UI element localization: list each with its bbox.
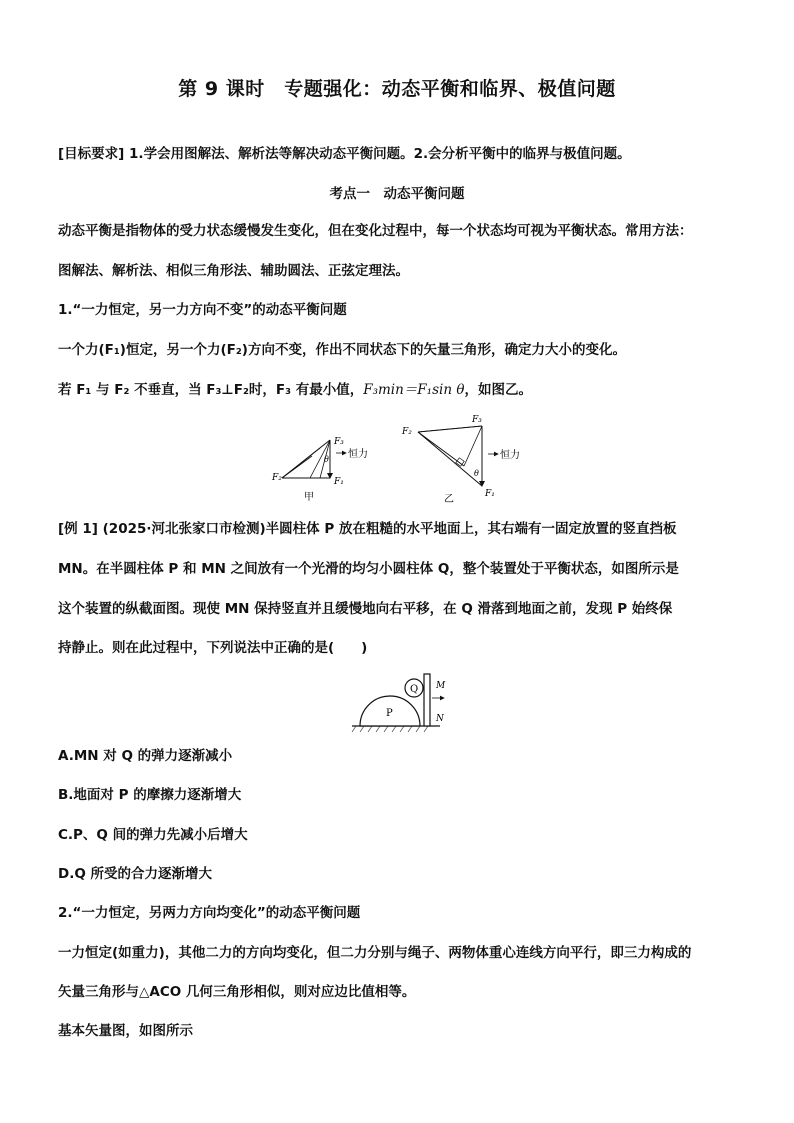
item1-line-2b: ，如图乙。 bbox=[464, 382, 532, 398]
example-line-3: 这个装置的纵截面图。现使 MN 保持竖直并且缓慢地向右平移，在 Q 滑落到地面之前，发现 P 始终保 bbox=[58, 601, 673, 617]
page-title: 第 9 课时 专题强化：动态平衡和临界、极值问题 bbox=[178, 78, 616, 100]
right-hengli-label: 恒力 bbox=[500, 450, 520, 461]
example-text-1: (2025·河北张家口市检测)半圆柱体 P 放在粗糙的水平地面上，其右端有一固定放置的竖直挡板 bbox=[97, 521, 677, 537]
figure-semicylinder bbox=[350, 668, 460, 736]
goal-tag: [目标要求] bbox=[58, 146, 125, 162]
item1-line-2a: 若 F₁ 与 F₂ 不垂直，当 F₃⊥F₂时，F₃ 有最小值， bbox=[58, 382, 364, 398]
item2-line-2: 矢量三角形与△ACO 几何三角形相似，则对应边比值相等。 bbox=[58, 984, 416, 1000]
p-label: P bbox=[386, 708, 393, 719]
example-line-1 bbox=[58, 519, 748, 539]
example-tag: [例 1] bbox=[58, 521, 98, 537]
goal-text: 1.学会用图解法、解析法等解决动态平衡问题。2.会分析平衡中的临界与极值问题。 bbox=[124, 146, 631, 162]
item2-line-3: 基本矢量图，如图所示 bbox=[58, 1023, 193, 1039]
item1-heading: 1.“一力恒定，另一力方向不变”的动态平衡问题 bbox=[58, 302, 347, 318]
right-theta-label: θ bbox=[474, 469, 479, 478]
right-f2-label: F₂ bbox=[402, 427, 412, 437]
n-label: N bbox=[436, 714, 444, 724]
section-title: 考点一 动态平衡问题 bbox=[329, 186, 465, 202]
intro-line-2: 图解法、解析法、相似三角形法、辅助圆法、正弦定理法。 bbox=[58, 263, 409, 279]
left-theta-label: θ bbox=[324, 455, 329, 464]
figure-right bbox=[401, 415, 520, 505]
left-hengli-label: 恒力 bbox=[348, 449, 368, 460]
example-line-4: 持静止。则在此过程中，下列说法中正确的是( ) bbox=[58, 640, 368, 656]
example-line-2: MN。在半圆柱体 P 和 MN 之间放有一个光滑的均匀小圆柱体 Q，整个装置处于平衡状态，如图所示是 bbox=[58, 561, 679, 577]
item1-line-2 bbox=[58, 380, 748, 400]
item2-line-1: 一力恒定(如重力)，其他二力的方向均变化，但二力分别与绳子、两物体重心连线方向平行，即三力构成的 bbox=[58, 945, 692, 961]
m-label: M bbox=[436, 681, 446, 691]
goal-line bbox=[58, 144, 748, 164]
left-f2-label: F₂ bbox=[272, 473, 282, 483]
figure-vector-triangles bbox=[260, 410, 540, 510]
item2-heading: 2.“一力恒定，另两力方向均变化”的动态平衡问题 bbox=[58, 905, 361, 921]
right-f3-label: F₃ bbox=[472, 415, 482, 425]
option-d: D.Q 所受的合力逐渐增大 bbox=[58, 866, 213, 882]
item1-line-1: 一个力(F₁)恒定，另一个力(F₂)方向不变，作出不同状态下的矢量三角形，确定力大小的变化。 bbox=[58, 342, 626, 358]
figure-left bbox=[271, 437, 368, 503]
option-c: C.P、Q 间的弹力先减小后增大 bbox=[58, 827, 248, 843]
left-caption: 甲 bbox=[304, 492, 314, 503]
intro-line-1: 动态平衡是指物体的受力状态缓慢发生变化，但在变化过程中，每一个状态均可视为平衡状态。常用方法： bbox=[58, 223, 693, 239]
left-f1-label: F₁ bbox=[334, 477, 344, 487]
right-caption: 乙 bbox=[444, 494, 454, 505]
q-label: Q bbox=[410, 684, 419, 695]
min-formula: F₃min＝F₁sin θ bbox=[363, 382, 465, 398]
right-f1-label: F₁ bbox=[485, 489, 495, 499]
option-b: B.地面对 P 的摩擦力逐渐增大 bbox=[58, 787, 242, 803]
option-a: A.MN 对 Q 的弹力逐渐减小 bbox=[58, 748, 233, 764]
left-f3-label: F₃ bbox=[334, 437, 344, 447]
